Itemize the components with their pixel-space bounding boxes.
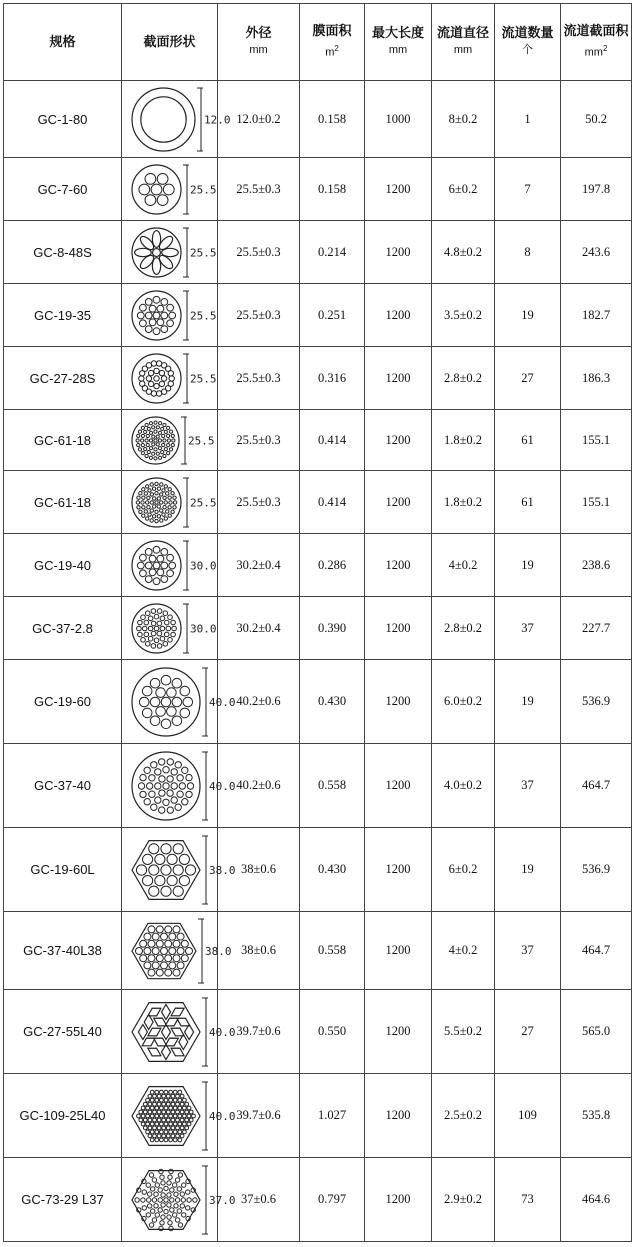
- table-row: [4, 1158, 632, 1242]
- header-shape: 截面形状: [122, 4, 218, 81]
- membrane-area-cell: 0.316: [300, 347, 365, 410]
- outer-diameter-cell: 25.5±0.3: [218, 284, 300, 347]
- max-length-cell: 1200: [365, 828, 432, 912]
- channel-area-cell: 536.9: [561, 828, 632, 912]
- cross-section-drawing: [124, 350, 216, 407]
- channel-holes: [139, 675, 192, 728]
- max-length-cell: 1200: [365, 912, 432, 990]
- outer-diameter-cell: 25.5±0.3: [218, 471, 300, 534]
- table-row: [4, 990, 632, 1074]
- outer-diameter-cell: 30.2±0.4: [218, 534, 300, 597]
- spec-cell: GC-73-29 L37: [4, 1158, 122, 1242]
- table-row: [4, 284, 632, 347]
- dimension-label: 25.5: [189, 309, 216, 322]
- channel-holes: [136, 482, 177, 523]
- outline: [132, 752, 200, 820]
- shape-cell: [122, 410, 218, 471]
- table-row: [4, 347, 632, 410]
- channel-count-cell: 27: [495, 990, 561, 1074]
- outline: [132, 1002, 200, 1061]
- max-length-cell: 1200: [365, 990, 432, 1074]
- channel-area-cell: 182.7: [561, 284, 632, 347]
- channel-area-cell: 535.8: [561, 1074, 632, 1158]
- table-row: [4, 744, 632, 828]
- outer-diameter-cell: 25.5±0.3: [218, 347, 300, 410]
- channel-diameter-cell: 6.0±0.2: [432, 660, 495, 744]
- membrane-area-cell: 0.158: [300, 158, 365, 221]
- table-row: [4, 221, 632, 284]
- channel-count-cell: 37: [495, 744, 561, 828]
- channel-holes: [138, 173, 173, 205]
- channel-diameter-cell: 2.8±0.2: [432, 347, 495, 410]
- spec-cell: GC-27-55L40: [4, 990, 122, 1074]
- table-row: [4, 912, 632, 990]
- outline: [132, 668, 200, 736]
- dimension-label: 40.0: [208, 1109, 235, 1123]
- channel-holes: [135, 925, 192, 975]
- shape-cell: [122, 158, 218, 221]
- channel-holes: [140, 96, 185, 141]
- dimension-label: 25.5: [189, 246, 216, 259]
- outline: [132, 840, 200, 899]
- shape-cell: [122, 471, 218, 534]
- channel-diameter-cell: 6±0.2: [432, 828, 495, 912]
- membrane-area-cell: 0.251: [300, 284, 365, 347]
- membrane-area-cell: 0.414: [300, 410, 365, 471]
- channel-area-cell: 238.6: [561, 534, 632, 597]
- channel-count-cell: 19: [495, 534, 561, 597]
- table-row: [4, 471, 632, 534]
- shape-cell: [122, 1074, 235, 1158]
- max-length-cell: 1200: [365, 158, 432, 221]
- channel-holes: [136, 1090, 195, 1142]
- membrane-area-cell: 0.158: [300, 81, 365, 158]
- header-spec: 规格: [4, 4, 122, 81]
- dimension-label: 37.0: [208, 1193, 235, 1207]
- spec-cell: GC-1-80: [4, 81, 122, 158]
- channel-holes: [134, 230, 178, 274]
- outer-diameter-cell: 38±0.6: [218, 912, 300, 990]
- channel-diameter-cell: 6±0.2: [432, 158, 495, 221]
- cross-section-drawing: [124, 537, 216, 594]
- channel-holes: [136, 608, 176, 647]
- channel-diameter-cell: 4±0.2: [432, 534, 495, 597]
- spec-cell: GC-19-60: [4, 660, 122, 744]
- max-length-cell: 1200: [365, 284, 432, 347]
- table-row: [4, 81, 632, 158]
- cross-section-drawing: [124, 831, 235, 909]
- channel-diameter-cell: 4.0±0.2: [432, 744, 495, 828]
- outer-diameter-cell: 25.5±0.3: [218, 158, 300, 221]
- channel-count-cell: 19: [495, 828, 561, 912]
- max-length-cell: 1000: [365, 81, 432, 158]
- shape-cell: [122, 990, 235, 1074]
- channel-area-cell: 464.7: [561, 912, 632, 990]
- membrane-area-cell: 0.214: [300, 221, 365, 284]
- membrane-area-cell: 0.797: [300, 1158, 365, 1242]
- channel-count-cell: 19: [495, 660, 561, 744]
- shape-cell: [122, 744, 235, 828]
- spec-cell: GC-19-60L: [4, 828, 122, 912]
- outline: [132, 88, 195, 151]
- shape-cell: [122, 1158, 235, 1242]
- channel-diameter-cell: 5.5±0.2: [432, 990, 495, 1074]
- dimension-label: 38.0: [208, 863, 235, 877]
- spec-cell: GC-19-40: [4, 534, 122, 597]
- outer-diameter-cell: 39.7±0.6: [218, 990, 300, 1074]
- table-row: [4, 410, 632, 471]
- spec-cell: GC-19-35: [4, 284, 122, 347]
- channel-count-cell: 109: [495, 1074, 561, 1158]
- table-row: [4, 660, 632, 744]
- cross-section-drawing: [124, 287, 216, 344]
- channel-area-cell: 464.6: [561, 1158, 632, 1242]
- shape-cell: [122, 221, 218, 284]
- table-row: [4, 158, 632, 221]
- shape-cell: [122, 81, 230, 158]
- dimension-label: 25.5: [189, 496, 216, 509]
- shape-cell: [122, 912, 231, 990]
- spec-cell: GC-37-40L38: [4, 912, 122, 990]
- channel-area-cell: 155.1: [561, 471, 632, 534]
- spec-cell: GC-61-18: [4, 471, 122, 534]
- membrane-spec-table: [3, 3, 632, 1242]
- table-row: [4, 1074, 632, 1158]
- shape-cell: [122, 534, 218, 597]
- channel-diameter-cell: 2.8±0.2: [432, 597, 495, 660]
- membrane-area-cell: 0.430: [300, 660, 365, 744]
- dimension-label: 25.5: [189, 372, 216, 385]
- cross-section-drawing: [124, 224, 216, 281]
- channel-count-cell: 27: [495, 347, 561, 410]
- max-length-cell: 1200: [365, 410, 432, 471]
- dimension-label: 25.5: [187, 434, 214, 447]
- channel-area-cell: 227.7: [561, 597, 632, 660]
- channel-count-cell: 8: [495, 221, 561, 284]
- shape-cell: [122, 660, 235, 744]
- outline: [132, 923, 196, 978]
- membrane-area-cell: 0.558: [300, 912, 365, 990]
- outline: [132, 541, 181, 590]
- channel-holes: [136, 843, 195, 896]
- dimension-label: 30.0: [189, 622, 216, 635]
- outer-diameter-cell: 39.7±0.6: [218, 1074, 300, 1158]
- outer-diameter-cell: 37±0.6: [218, 1158, 300, 1242]
- max-length-cell: 1200: [365, 1074, 432, 1158]
- channel-area-cell: 565.0: [561, 990, 632, 1074]
- dimension-label: 38.0: [204, 944, 231, 958]
- shape-cell: [122, 828, 235, 912]
- cross-section-drawing: [124, 413, 216, 468]
- channel-holes: [136, 421, 175, 460]
- spec-cell: GC-27-28S: [4, 347, 122, 410]
- dimension-label: 30.0: [189, 559, 216, 572]
- channel-area-cell: 155.1: [561, 410, 632, 471]
- membrane-area-cell: 0.390: [300, 597, 365, 660]
- outer-diameter-cell: 38±0.6: [218, 828, 300, 912]
- cross-section-drawing: [124, 1161, 235, 1239]
- max-length-cell: 1200: [365, 660, 432, 744]
- max-length-cell: 1200: [365, 744, 432, 828]
- cross-section-drawing: [124, 84, 230, 155]
- channel-area-cell: 186.3: [561, 347, 632, 410]
- channel-count-cell: 37: [495, 912, 561, 990]
- channel-diameter-cell: 1.8±0.2: [432, 410, 495, 471]
- channel-count-cell: 61: [495, 410, 561, 471]
- shape-cell: [122, 597, 218, 660]
- cross-section-drawing: [124, 1077, 235, 1155]
- channel-holes: [138, 758, 193, 813]
- outline: [132, 291, 181, 340]
- cross-section-drawing: [124, 993, 235, 1071]
- membrane-area-cell: 0.558: [300, 744, 365, 828]
- max-length-cell: 1200: [365, 221, 432, 284]
- dimension-label: 25.5: [189, 183, 216, 196]
- max-length-cell: 1200: [365, 1158, 432, 1242]
- outer-diameter-cell: 30.2±0.4: [218, 597, 300, 660]
- header-channel-area: 流道截面积 $mm^2$: [561, 4, 632, 81]
- membrane-area-cell: 0.414: [300, 471, 365, 534]
- cross-section-drawing: [124, 747, 235, 825]
- spec-cell: GC-7-60: [4, 158, 122, 221]
- spec-cell: GC-37-40: [4, 744, 122, 828]
- channel-count-cell: 19: [495, 284, 561, 347]
- channel-area-cell: 464.7: [561, 744, 632, 828]
- outer-diameter-cell: 25.5±0.3: [218, 410, 300, 471]
- cross-section-drawing: [124, 474, 216, 531]
- max-length-cell: 1200: [365, 347, 432, 410]
- cross-section-drawing: [124, 600, 216, 657]
- shape-cell: [122, 347, 218, 410]
- max-length-cell: 1200: [365, 597, 432, 660]
- channel-diameter-cell: 4.8±0.2: [432, 221, 495, 284]
- channel-holes: [138, 1004, 193, 1059]
- channel-area-cell: 243.6: [561, 221, 632, 284]
- channel-count-cell: 37: [495, 597, 561, 660]
- channel-count-cell: 1: [495, 81, 561, 158]
- table-row: [4, 534, 632, 597]
- channel-diameter-cell: 2.9±0.2: [432, 1158, 495, 1242]
- dimension-label: 40.0: [208, 1025, 235, 1039]
- channel-holes: [137, 296, 175, 334]
- outer-diameter-cell: 12.0±0.2: [218, 81, 300, 158]
- cross-section-drawing: [124, 663, 235, 741]
- cross-section-drawing: [124, 161, 216, 218]
- membrane-area-cell: 0.430: [300, 828, 365, 912]
- outer-diameter-cell: 40.2±0.6: [218, 660, 300, 744]
- channel-area-cell: 50.2: [561, 81, 632, 158]
- channel-holes: [137, 546, 175, 584]
- channel-count-cell: 73: [495, 1158, 561, 1242]
- channel-diameter-cell: 4±0.2: [432, 912, 495, 990]
- dimension-label: 40.0: [208, 695, 235, 709]
- outer-diameter-cell: 40.2±0.6: [218, 744, 300, 828]
- channel-diameter-cell: 3.5±0.2: [432, 284, 495, 347]
- dimension-label: 40.0: [208, 779, 235, 793]
- membrane-area-cell: 0.550: [300, 990, 365, 1074]
- header-membrane-area: 膜面积 $m^2$: [300, 4, 365, 81]
- cross-section-drawing: [124, 915, 231, 987]
- spec-cell: GC-8-48S: [4, 221, 122, 284]
- dimension-label: 12.0: [203, 113, 230, 126]
- membrane-area-cell: 0.286: [300, 534, 365, 597]
- spec-cell: GC-37-2.8: [4, 597, 122, 660]
- max-length-cell: 1200: [365, 471, 432, 534]
- header-outer-diameter: 外径 mm: [218, 4, 300, 81]
- channel-diameter-cell: 1.8±0.2: [432, 471, 495, 534]
- max-length-cell: 1200: [365, 534, 432, 597]
- header-channel-diameter: 流道直径 mm: [432, 4, 495, 81]
- header-channel-count: 流道数量 个: [495, 4, 561, 81]
- header-max-length: 最大长度 mm: [365, 4, 432, 81]
- channel-diameter-cell: 2.5±0.2: [432, 1074, 495, 1158]
- outline: [132, 228, 181, 277]
- channel-diameter-cell: 8±0.2: [432, 81, 495, 158]
- table-row: [4, 597, 632, 660]
- channel-area-cell: 536.9: [561, 660, 632, 744]
- channel-area-cell: 197.8: [561, 158, 632, 221]
- header-row: [4, 4, 632, 81]
- membrane-area-cell: 1.027: [300, 1074, 365, 1158]
- channel-count-cell: 61: [495, 471, 561, 534]
- outline: [132, 604, 181, 653]
- channel-count-cell: 7: [495, 158, 561, 221]
- table-row: [4, 828, 632, 912]
- spec-cell: GC-61-18: [4, 410, 122, 471]
- spec-cell: GC-109-25L40: [4, 1074, 122, 1158]
- outer-diameter-cell: 25.5±0.3: [218, 221, 300, 284]
- channel-holes: [138, 360, 174, 395]
- outline: [132, 354, 181, 403]
- shape-cell: [122, 284, 218, 347]
